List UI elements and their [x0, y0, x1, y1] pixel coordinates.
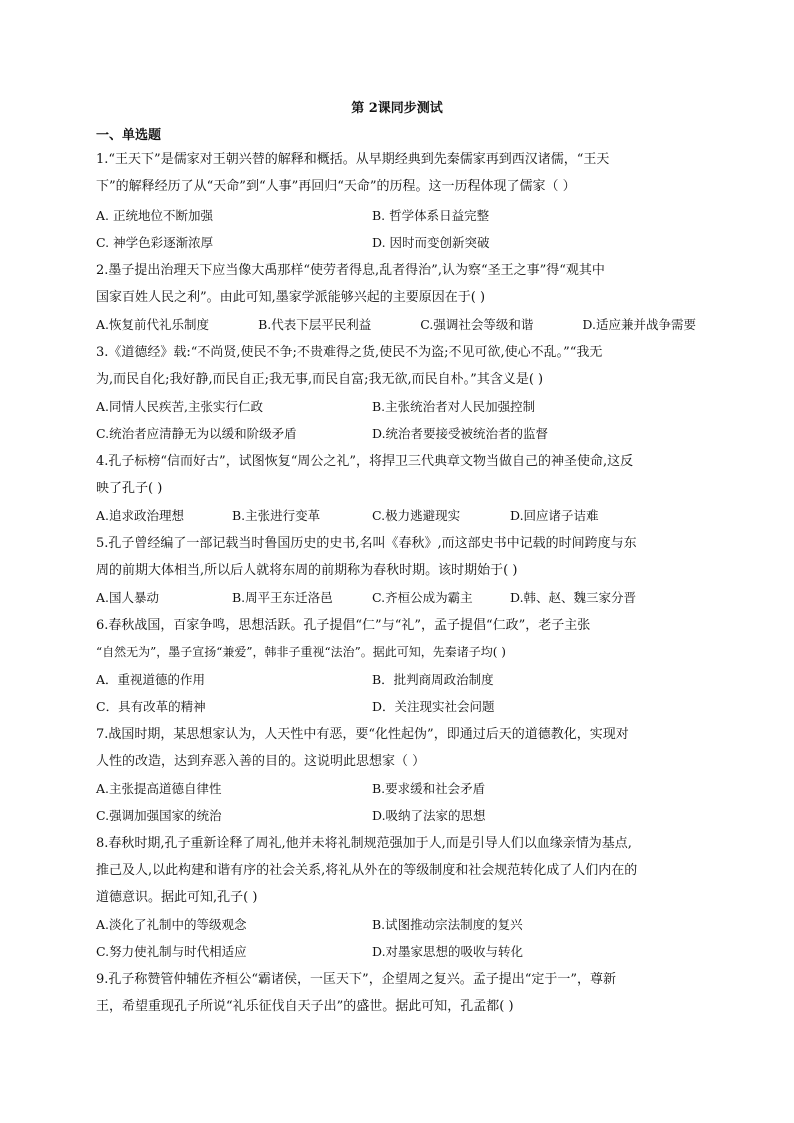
- option-d: D.韩、赵、魏三家分晋: [510, 590, 637, 605]
- question-line: 5.孔子曾经编了一部记载当时鲁国历史的史书,名叫《春秋》,而这部史书中记载的时间跨度与东: [96, 536, 637, 551]
- option-a: A.国人暴动: [96, 590, 160, 605]
- option-a: A.主张提高道德自律性: [96, 781, 222, 796]
- option-a: A．重视道德的作用: [96, 672, 206, 687]
- option-d: D.统治者要接受被统治者的监督: [372, 426, 549, 441]
- question-1: [96, 146, 696, 200]
- question-line: 道德意识。据此可知,孔子( ): [96, 890, 258, 905]
- option-c: C.强调社会等级和谐: [420, 317, 534, 332]
- option-a: A.同情人民疾苦,主张实行仁政: [96, 399, 263, 414]
- option-d: D.回应诸子诘难: [510, 508, 599, 523]
- question-7: [96, 721, 696, 775]
- question-line: 国家百姓人民之利”。由此可知,墨家学派能够兴起的主要原因在于( ): [96, 290, 486, 305]
- option-d: D. 因时而变创新突破: [372, 235, 490, 250]
- option-b: B.周平王东迁洛邑: [232, 590, 333, 605]
- option-a: A.恢复前代礼乐制度: [96, 317, 210, 332]
- question-4: [96, 448, 696, 502]
- option-d: D.适应兼并战争需要: [582, 317, 696, 332]
- question-line: “自然无为”，墨子宣扬“兼爱”，韩非子重视“法治”。据此可知，先秦诸子均( ): [96, 645, 506, 659]
- option-b: B．批判商周政治制度: [372, 672, 494, 687]
- option-b: B.主张统治者对人民加强控制: [372, 399, 536, 414]
- question-line: 王，希望重现孔子所说“礼乐征伐自天子出”的盛世。据此可知，孔孟都( ): [96, 999, 514, 1014]
- option-c: C.齐桓公成为霸主: [372, 590, 473, 605]
- question-line: 6.春秋战国，百家争鸣，思想活跃。孔子提倡“仁”与“礼”，孟子提倡“仁政”，老子主张: [96, 618, 591, 633]
- option-c: C．具有改革的精神: [96, 699, 206, 714]
- option-d: D.吸纳了法家的思想: [372, 808, 486, 823]
- question-line: 9.孔子称赞管仲辅佐齐桓公“霸诸侯，一匡天下”，企望周之复兴。孟子提出“定于一”，尊新: [96, 972, 616, 987]
- option-b: B.代表下层平民利益: [258, 317, 372, 332]
- question-line: 4.孔子标榜“信而好古”，试图恢复“周公之礼”，将捍卫三代典章文物当做自己的神圣使命,这反: [96, 454, 634, 469]
- question-line: 1.“王天下”是儒家对王朝兴替的解释和概括。从早期经典到先秦儒家再到西汉诸儒，“王天: [96, 152, 610, 167]
- question-8: [96, 830, 696, 911]
- options-row: [96, 315, 696, 333]
- option-d: D.对墨家思想的吸收与转化: [372, 944, 524, 959]
- question-line: 映了孔子( ): [96, 481, 163, 496]
- option-b: B.主张进行变革: [232, 508, 321, 523]
- option-c: C. 神学色彩逐渐浓厚: [96, 235, 214, 250]
- question-2: [96, 257, 696, 311]
- question-line: 下”的解释经历了从“天命”到“人事”再回归“天命”的历程。这一历程体现了儒家（ ）: [96, 179, 576, 194]
- option-c: C.强调加强国家的统治: [96, 808, 222, 823]
- option-b: B. 哲学体系日益完整: [372, 208, 490, 223]
- question-line: 3.《道德经》载:“不尚贤,使民不争;不贵难得之货,使民不为盗;不见可欲,使心不乱。”“我无: [96, 345, 603, 360]
- question-line: 为,而民自化;我好静,而民自正;我无事,而民自富;我无欲,而民自朴。”其含义是( ): [96, 372, 544, 387]
- option-c: C.努力使礼制与时代相适应: [96, 944, 247, 959]
- option-b: B.要求缓和社会矛盾: [372, 781, 486, 796]
- option-a: A.追求政治理想: [96, 508, 185, 523]
- option-d: D．关注现实社会问题: [372, 699, 495, 714]
- question-5: [96, 530, 696, 584]
- option-c: C.统治者应清静无为以缓和阶级矛盾: [96, 426, 297, 441]
- option-a: A.淡化了礼制中的等级观念: [96, 917, 247, 932]
- section-heading: 一、单选题: [96, 128, 162, 143]
- question-line: 2.墨子提出治理天下应当像大禹那样“使劳者得息,乱者得治”,认为察“圣王之事”得“观其中: [96, 263, 605, 278]
- question-9: [96, 966, 696, 1020]
- option-b: B.试图推动宗法制度的复兴: [372, 917, 523, 932]
- option-c: C.极力逃避现实: [372, 508, 461, 523]
- question-3: [96, 339, 696, 393]
- question-6: [96, 612, 696, 666]
- question-line: 周的前期大体相当,所以后人就将东周的前期称为春秋时期。该时期始于( ): [96, 563, 518, 578]
- question-line: 推己及人,以此构建和谐有序的社会关系,将礼从外在的等级制度和社会规范转化成了人们内在的: [96, 863, 638, 878]
- question-line: 8.春秋时期,孔子重新诠释了周礼,他并未将礼制规范强加于人,而是引导人们以血缘亲情为基点,: [96, 836, 632, 851]
- option-a: A. 正统地位不断加强: [96, 208, 213, 223]
- page-title: 第 2课同步测试: [351, 101, 443, 116]
- question-line: 人性的改造，达到弃恶入善的目的。这说明此思想家（ ）: [96, 754, 426, 769]
- question-line: 7.战国时期，某思想家认为，人天性中有恶，要“化性起伪”，即通过后天的道德教化，实现对: [96, 727, 629, 742]
